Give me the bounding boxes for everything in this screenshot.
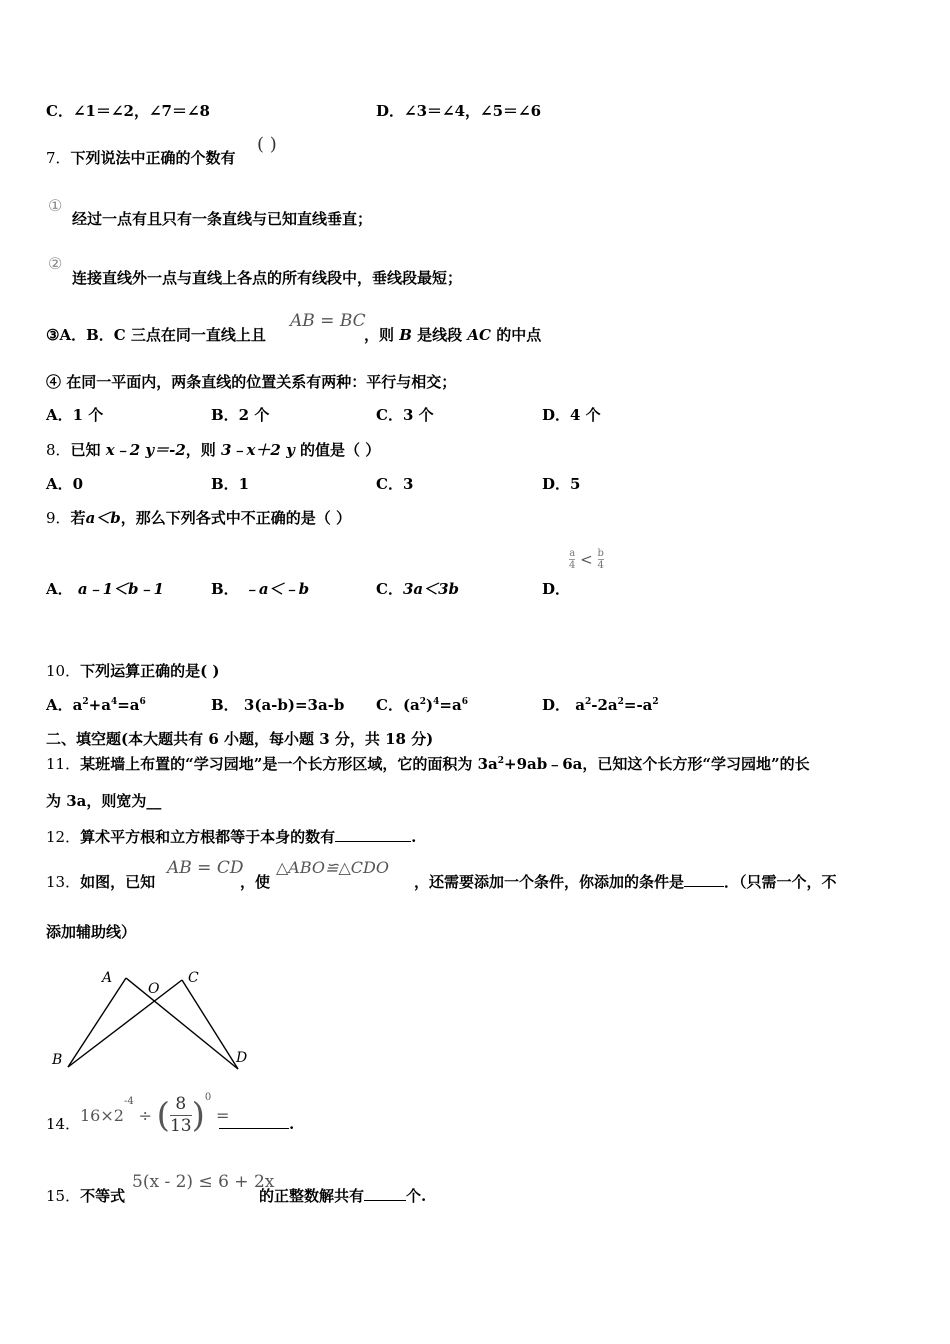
- q9-option-d: D．: [542, 580, 571, 598]
- label-o: O: [148, 981, 160, 997]
- q13-stem-c: ，还需要添加一个条件，你添加的条件是 ．（只需一个，不: [414, 873, 837, 891]
- q11-line-1: 11．某班墙上布置的“学习园地”是一个长方形区域，它的面积为 $3a^2+9ab﹣6a$，已知这个长方形“学习园地”的长: [46, 755, 810, 773]
- q14-fraction: $\frac{8}{13}$: [169, 1094, 192, 1136]
- q7-option-a: A．1 个: [46, 406, 104, 424]
- q9-option-d-math: $\frac{a}{4}$ < $\frac{b}{4}$: [569, 548, 604, 571]
- q7-stem: 7．下列说法中正确的个数有: [46, 149, 236, 167]
- q7-option-c: C．3 个: [376, 406, 434, 424]
- q12-answer-blank[interactable]: [335, 827, 411, 842]
- fraction-b-over-4: $\frac{b}{4}$: [597, 548, 604, 571]
- q14-answer: .: [219, 1114, 294, 1134]
- label-c: C: [188, 970, 199, 986]
- q13-answer-blank[interactable]: [684, 872, 724, 887]
- section-fill-in-heading: 二、填空题(本大题共有 6 小题，每小题 3 分，共 18 分): [46, 730, 434, 748]
- q7-s1-mark: ①: [48, 196, 63, 215]
- q8-stem: 8．已知 x﹣2 y＝-2，则 3﹣x＋2 y 的值是（ ）: [46, 441, 381, 459]
- q15-answer-blank[interactable]: [364, 1186, 406, 1201]
- q9-option-c: C．3a＜3b: [376, 580, 460, 598]
- q8-option-b: B．1: [211, 475, 250, 493]
- q10-option-b: B． 3(a-b)=3a-b: [211, 696, 345, 714]
- q7-statement-3-tail: ，则 B 是线段 AC 的中点: [364, 326, 542, 344]
- q10-option-a: A．$a^2+a^4=a^6$: [46, 696, 146, 714]
- q15-stem: 15．不等式: [46, 1187, 126, 1205]
- segment-ad: [126, 978, 238, 1069]
- q14-expression: $16\times 2^{-4}$ ÷ ( $\frac{8}{13}$ )$^0$ =: [80, 1091, 230, 1136]
- q7-statement-2: 连接直线外一点与直线上各点的所有线段中，垂线段最短；: [72, 269, 463, 287]
- q9-option-b: B． ﹣a＜﹣b: [211, 580, 310, 598]
- q6-option-d: D．∠3＝∠4，∠5＝∠6: [376, 102, 542, 120]
- q7-s3-math: AB = BC: [290, 311, 366, 331]
- q7-option-b: B．2 个: [211, 406, 270, 424]
- q13-geometry-figure: [46, 960, 266, 1075]
- q8-option-c: C．3: [376, 475, 414, 493]
- q8-option-d: D．5: [542, 475, 581, 493]
- q15-inequality: 5(x - 2) ≤ 6 + 2x: [132, 1172, 275, 1192]
- q13-math-congruence: △ABO≌△CDO: [276, 858, 389, 877]
- q7-statement-1: 经过一点有且只有一条直线与已知直线垂直；: [72, 210, 373, 228]
- q7-s2-mark: ②: [48, 254, 63, 273]
- q7-statement-3: ③A．B．C 三点在同一直线上且: [46, 326, 266, 344]
- q13-math-ab-cd: AB = CD: [167, 858, 244, 878]
- segment-ba: [68, 978, 126, 1067]
- q9-stem: 9．若a＜b，那么下列各式中不正确的是（ ）: [46, 509, 352, 527]
- q10-option-d: D． $a^2-2a^2=-a^2$: [542, 696, 659, 714]
- q11-line-2: 为 3a，则宽为__: [46, 792, 162, 810]
- q14-number: 14．: [46, 1115, 81, 1133]
- label-d: D: [236, 1050, 248, 1066]
- q10-stem: 10．下列运算正确的是( ): [46, 662, 220, 680]
- q12: 12．算术平方根和立方根都等于本身的数有 .: [46, 828, 417, 846]
- q14-answer-blank[interactable]: [219, 1114, 289, 1129]
- q7-statement-4: ④ 在同一平面内，两条直线的位置关系有两种：平行与相交；: [46, 373, 457, 391]
- q6-option-c: C．∠1＝∠2，∠7＝∠8: [46, 102, 210, 120]
- label-a: A: [102, 970, 113, 986]
- q13-line-2: 添加辅助线）: [46, 923, 137, 941]
- q15-stem-tail: 的正整数解共有 个.: [259, 1187, 427, 1205]
- fraction-a-over-4: $\frac{a}{4}$: [569, 548, 576, 571]
- segment-bc: [68, 980, 182, 1067]
- label-b: B: [52, 1052, 63, 1068]
- q7-answer-paren: ( ): [257, 134, 277, 155]
- q13-line-1: 13．如图，已知: [46, 873, 156, 891]
- q10-option-c: C．$(a^2)^4=a^6$: [376, 696, 468, 714]
- q9-option-a: A． a﹣1＜b﹣1: [46, 580, 164, 598]
- q7-option-d: D．4 个: [542, 406, 601, 424]
- q8-option-a: A．0: [46, 475, 84, 493]
- q13-stem-b: ，使: [240, 873, 271, 891]
- segment-cd: [182, 980, 238, 1069]
